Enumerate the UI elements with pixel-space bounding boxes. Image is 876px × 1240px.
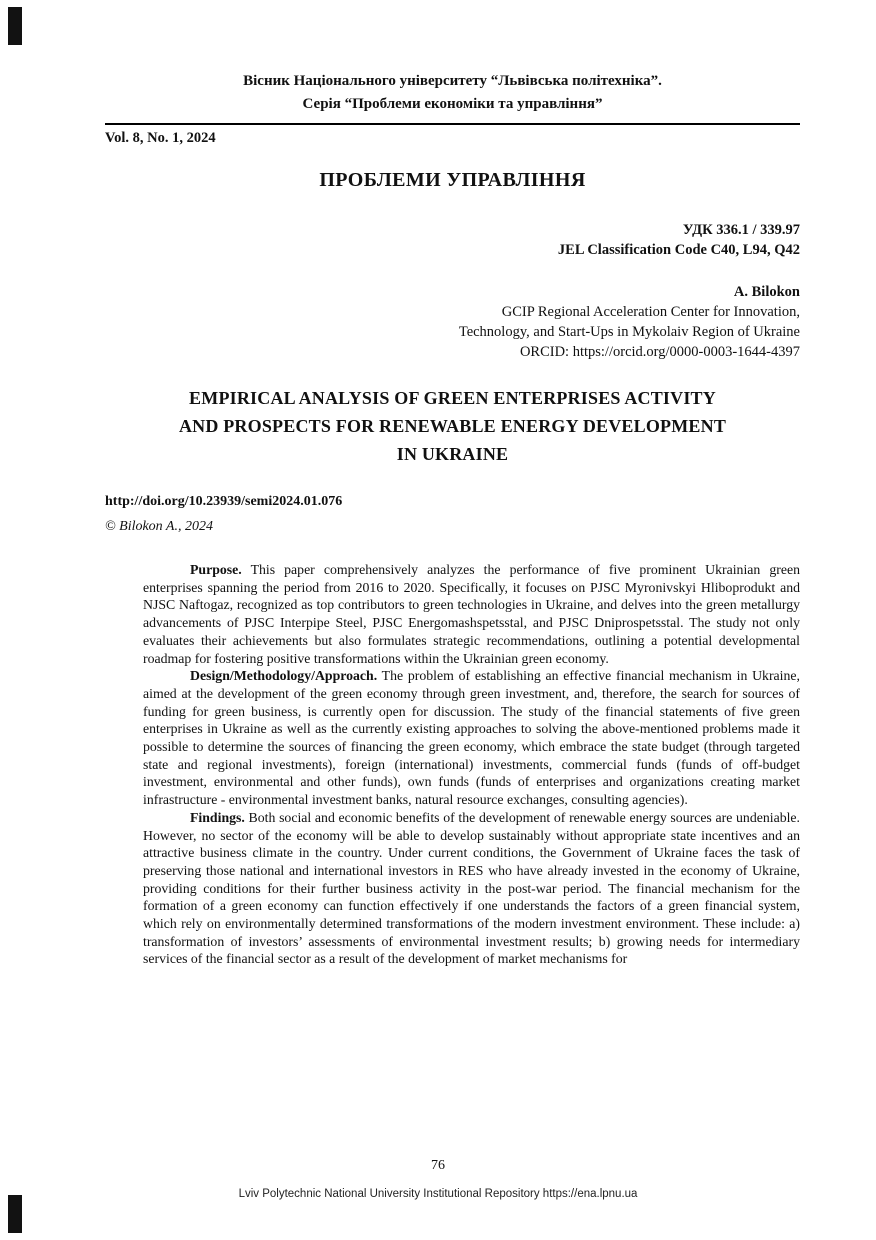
article-title <box>105 384 800 468</box>
article-title-line-3: IN UKRAINE <box>396 444 509 464</box>
paragraph-text-methodology: The problem of establishing an effective financial mechanism in Ukraine, aimed at the development of the green economy through green investment, and, therefore, the search for sources of funding for green business, is currently open for discussion. The study of the financial statements of five green enterprises in Ukraine as well as the currently existing approaches to solving the above-mentioned problems made it possible to determine the sources of financing the green economy, which embrace the state budget (through targeted state and regional investments), foreign (international) investments, commercial funds (funds of off-budget investment, environmental and other funds), own funds (funds of enterprises and organizations creating market infrastructure - environmental investment banks, natural resource exchanges, consulting agencies). <box>143 668 800 808</box>
page-footer <box>0 1158 876 1200</box>
author-name: A. Bilokon <box>733 284 800 300</box>
article-title-line-2: AND PROSPECTS FOR RENEWABLE ENERGY DEVELOPMENT <box>178 416 727 436</box>
copyright-line: © Bilokon A., 2024 <box>105 519 213 534</box>
abstract-paragraph-methodology <box>143 667 800 809</box>
volume-info: Vol. 8, No. 1, 2024 <box>105 130 216 146</box>
repository-link[interactable]: Lviv Polytechnic National University Institutional Repository https://ena.lpnu.ua <box>238 1188 638 1200</box>
paragraph-lead-purpose: Purpose. <box>190 562 242 577</box>
section-title: ПРОБЛЕМИ УПРАВЛІННЯ <box>319 169 586 191</box>
abstract <box>143 561 800 968</box>
author-affiliation-line2: Technology, and Start-Ups in Mykolaiv Region of Ukraine <box>458 324 800 340</box>
journal-header <box>105 70 800 116</box>
author-affiliation-line1: GCIP Regional Acceleration Center for Innovation, <box>501 304 800 320</box>
author-block <box>105 282 800 362</box>
jel-code: JEL Classification Code C40, L94, Q42 <box>557 242 800 258</box>
page-number: 76 <box>431 1158 445 1173</box>
journal-series: Серія “Проблеми економіки та управління” <box>302 96 603 112</box>
abstract-paragraph-findings <box>143 809 800 968</box>
doi-link[interactable]: http://doi.org/10.23939/semi2024.01.076 <box>105 494 343 509</box>
paragraph-text-purpose: This paper comprehensively analyzes the performance of five prominent Ukrainian green enterprises spanning the period from 2016 to 2020. Specifically, it focuses on PJSC Myronivskyi Hliboprodukt and NJSC Naftogaz, recognized as top contributors to green technologies in Ukraine, and delves into the green metallurgy advancements of PJSC Interpipe Steel, PJSC Energomashspetsstal, and PJSC Dniprospetsstal. The study not only evaluates their achievements but also formulates strategic recommendations, outlining a potential developmental roadmap for fostering positive transformations within the Ukrainian green economy. <box>143 562 801 666</box>
paragraph-text-findings: Both social and economic benefits of the development of renewable energy sources are undeniable. However, no sector of the economy will be able to develop sustainably without appropriate state incentives and an attractive business climate in the country. Under current conditions, the Government of Ukraine faces the task of preserving those national and international investors in RES who have already invested in the economy of Ukraine, providing conditions for their further business activity in the post-war period. The financial mechanism for the formation of a green economy can function effectively if one understands the factors of a green financial system, which rely on environmentally determined transformations of the modern investment environment. These include: a) transformation of investors’ assessments of environmental investment results; b) growing needs for intermediary services of the financial sector as a result of the development of market mechanisms for <box>143 809 801 967</box>
paragraph-lead-methodology: Design/Methodology/Approach. <box>190 668 378 684</box>
journal-title: Вісник Національного університету “Львівська політехніка”. <box>243 73 662 89</box>
abstract-paragraph-purpose <box>143 561 800 667</box>
udk-code: УДК 336.1 / 339.97 <box>682 222 800 238</box>
article-title-line-1: EMPIRICAL ANALYSIS OF GREEN ENTERPRISES ACTIVITY <box>189 388 716 408</box>
classification-block <box>105 220 800 260</box>
paragraph-lead-findings: Findings. <box>190 809 245 825</box>
header-rule <box>105 123 800 125</box>
author-orcid-link[interactable]: ORCID: https://orcid.org/0000-0003-1644-4397 <box>519 344 800 360</box>
scan-mark-bottom-left <box>8 1195 22 1233</box>
